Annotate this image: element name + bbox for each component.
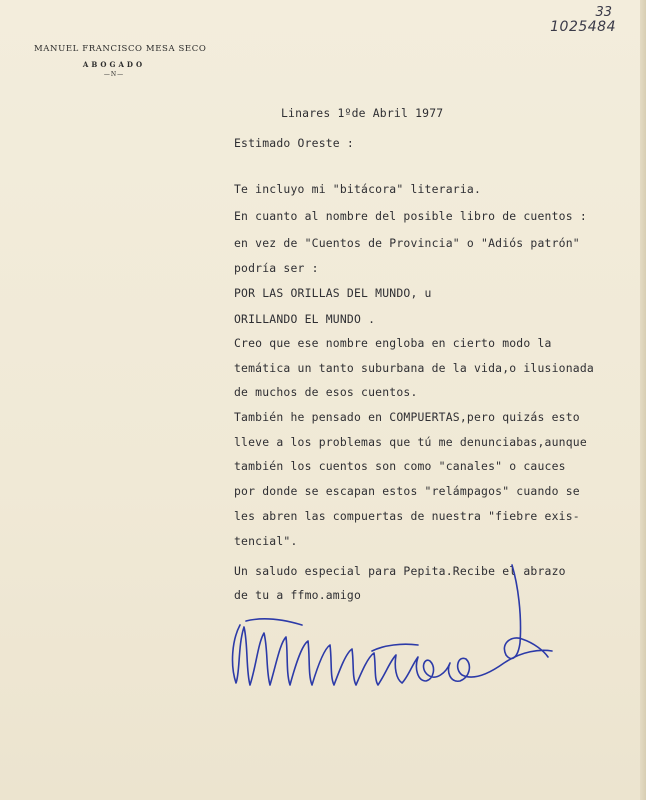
archive-number-line1: 33 (595, 5, 612, 20)
page-edge (640, 0, 646, 800)
letter-line: Te incluyo mi "bitácora" literaria. (234, 182, 482, 196)
letter-line: también los cuentos son como "canales" o cauces (234, 459, 566, 473)
letter-line: podría ser : (234, 261, 319, 275)
letterhead-ornament: —N— (103, 71, 125, 78)
letter-salutation: Estimado Oreste : (234, 136, 354, 150)
letter-line: temática un tanto suburbana de la vida,o ilusionada (234, 361, 594, 375)
letter-line: les abren las compuertas de nuestra "fiebre exis- (234, 509, 580, 523)
letter-line: POR LAS ORILLAS DEL MUNDO, u (234, 286, 432, 300)
letter-line: tencial". (234, 534, 298, 548)
archive-number (526, 6, 616, 34)
letter-line: en vez de "Cuentos de Provincia" o "Adiós patrón" (234, 236, 580, 250)
letter-date: Linares 1ºde Abril 1977 (281, 106, 444, 120)
letter-line: Creo que ese nombre engloba en cierto modo la (234, 336, 552, 350)
letterhead-name: MANUEL FRANCISCO MESA SECO (34, 44, 207, 54)
letter-line: por donde se escapan estos "relámpagos" cuando se (234, 484, 580, 498)
archive-number-line2: 1025484 (550, 19, 616, 35)
letterhead-title: ABOGADO (82, 60, 146, 69)
letter-line: ORILLANDO EL MUNDO . (234, 312, 376, 326)
letterhead (34, 44, 207, 78)
letter-line: Un saludo especial para Pepita.Recibe el abrazo (234, 564, 566, 578)
letter-line: de tu a ffmo.amigo (234, 588, 362, 602)
letter-line: de muchos de esos cuentos. (234, 385, 418, 399)
handwritten-signature (222, 545, 582, 705)
letter-line: lleve a los problemas que tú me denunciabas,aunque (234, 435, 587, 449)
letter-line: En cuanto al nombre del posible libro de cuentos : (234, 209, 587, 223)
letter-line: También he pensado en COMPUERTAS,pero quizás esto (234, 410, 580, 424)
